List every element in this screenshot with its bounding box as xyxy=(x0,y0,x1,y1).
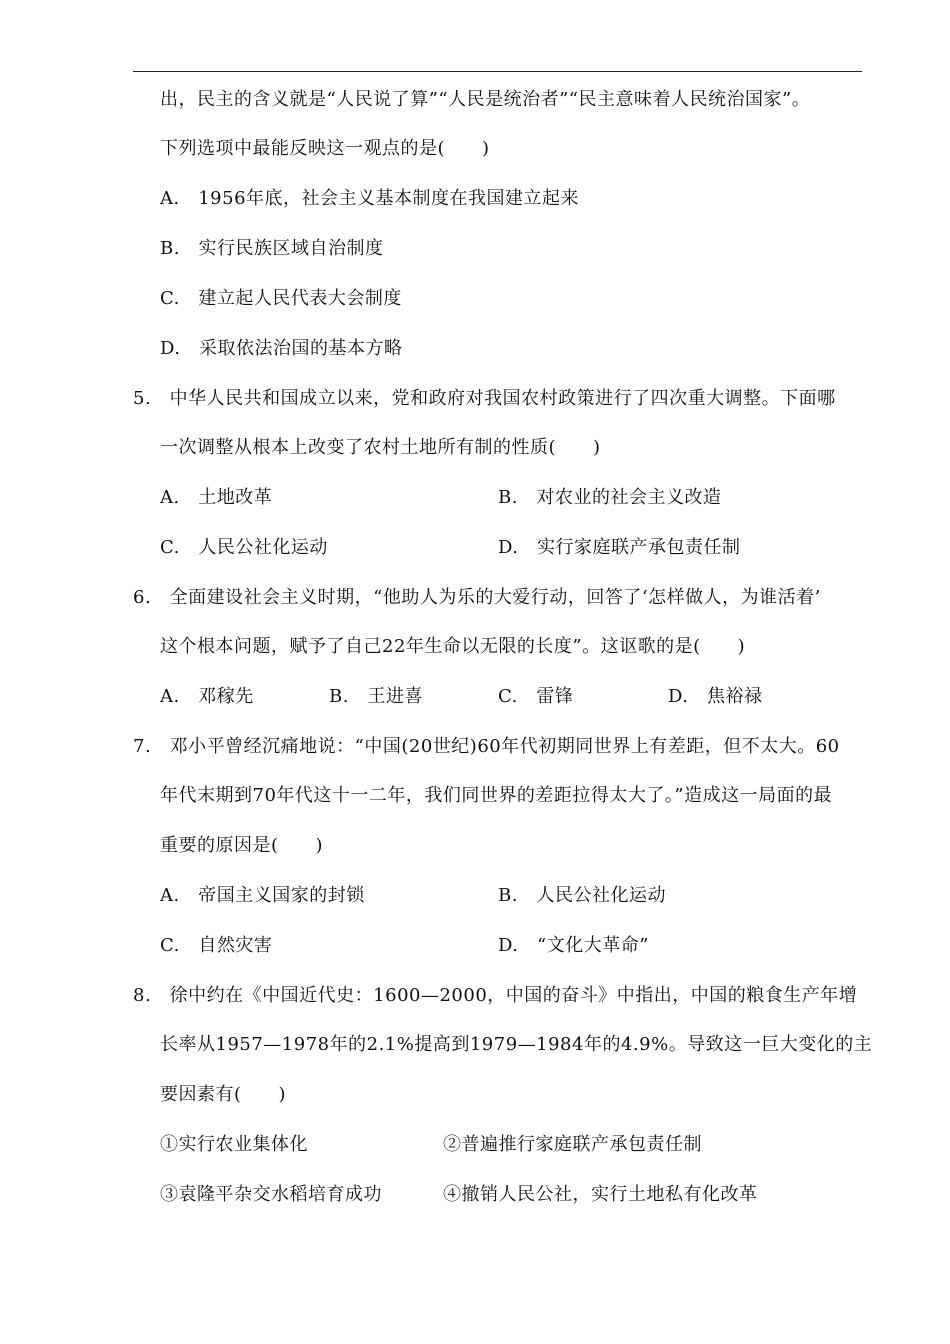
q7-stem-line-2: 年代末期到70年代这十一二年，我们同世界的差距拉得太大了。”造成这一局面的最 xyxy=(160,785,833,806)
q5-option-b: B. 对农业的社会主义改造 xyxy=(498,487,722,508)
q8-item-2: ②普遍推行家庭联产承包责任制 xyxy=(443,1134,702,1155)
q7-stem-line-3: 重要的原因是( ) xyxy=(160,835,324,856)
q7-option-b: B. 人民公社化运动 xyxy=(498,885,666,906)
q7-option-d: D. “文化大革命” xyxy=(498,935,649,956)
q7-option-c: C. 自然灾害 xyxy=(160,935,273,956)
q8-item-1: ①实行农业集体化 xyxy=(160,1134,308,1155)
q8-item-4: ④撤销人民公社，实行土地私有化改革 xyxy=(443,1184,758,1205)
header-rule xyxy=(133,71,862,72)
q8-stem-line-1: 8. 徐中约在《中国近代史：1600—2000，中国的奋斗》中指出，中国的粮食生产年增 xyxy=(133,985,858,1006)
q4-stem-line-2: 下列选项中最能反映这一观点的是( ) xyxy=(160,138,490,159)
q8-item-3: ③袁隆平杂交水稻培育成功 xyxy=(160,1184,382,1205)
q6-option-c: C. 雷锋 xyxy=(498,686,574,707)
q7-option-a: A. 帝国主义国家的封锁 xyxy=(160,885,365,906)
q6-stem-line-2: 这个根本问题，赋予了自己22年生命以无限的长度”。这讴歌的是( ) xyxy=(160,636,746,657)
q5-stem-line-2: 一次调整从根本上改变了农村土地所有制的性质( ) xyxy=(160,437,601,458)
q4-option-d: D. 采取依法治国的基本方略 xyxy=(160,338,403,359)
q8-stem-line-3: 要因素有( ) xyxy=(160,1084,287,1105)
q5-option-d: D. 实行家庭联产承包责任制 xyxy=(498,537,741,558)
q5-option-c: C. 人民公社化运动 xyxy=(160,537,328,558)
q4-stem-line-1: 出，民主的含义就是“人民说了算”“人民是统治者”“民主意味着人民统治国家”。 xyxy=(160,89,811,110)
q5-option-a: A. 土地改革 xyxy=(160,487,273,508)
q6-option-a: A. 邓稼先 xyxy=(160,686,254,707)
q4-option-c: C. 建立起人民代表大会制度 xyxy=(160,288,402,309)
q6-stem-line-1: 6. 全面建设社会主义时期，“他助人为乐的大爱行动，回答了‘怎样做人，为谁活着’ xyxy=(133,587,821,608)
q7-stem-line-1: 7. 邓小平曾经沉痛地说：“中国(20世纪)60年代初期同世界上有差距，但不太大。60 xyxy=(133,736,840,757)
q5-stem-line-1: 5. 中华人民共和国成立以来，党和政府对我国农村政策进行了四次重大调整。下面哪 xyxy=(133,388,836,409)
q4-option-a: A. 1956年底，社会主义基本制度在我国建立起来 xyxy=(160,188,580,209)
q8-stem-line-2: 长率从1957—1978年的2.1%提高到1979—1984年的4.9%。导致这一巨大变化的主 xyxy=(160,1034,873,1055)
q4-option-b: B. 实行民族区域自治制度 xyxy=(160,238,384,259)
q6-option-b: B. 王进喜 xyxy=(329,686,423,707)
q6-option-d: D. 焦裕禄 xyxy=(668,686,763,707)
